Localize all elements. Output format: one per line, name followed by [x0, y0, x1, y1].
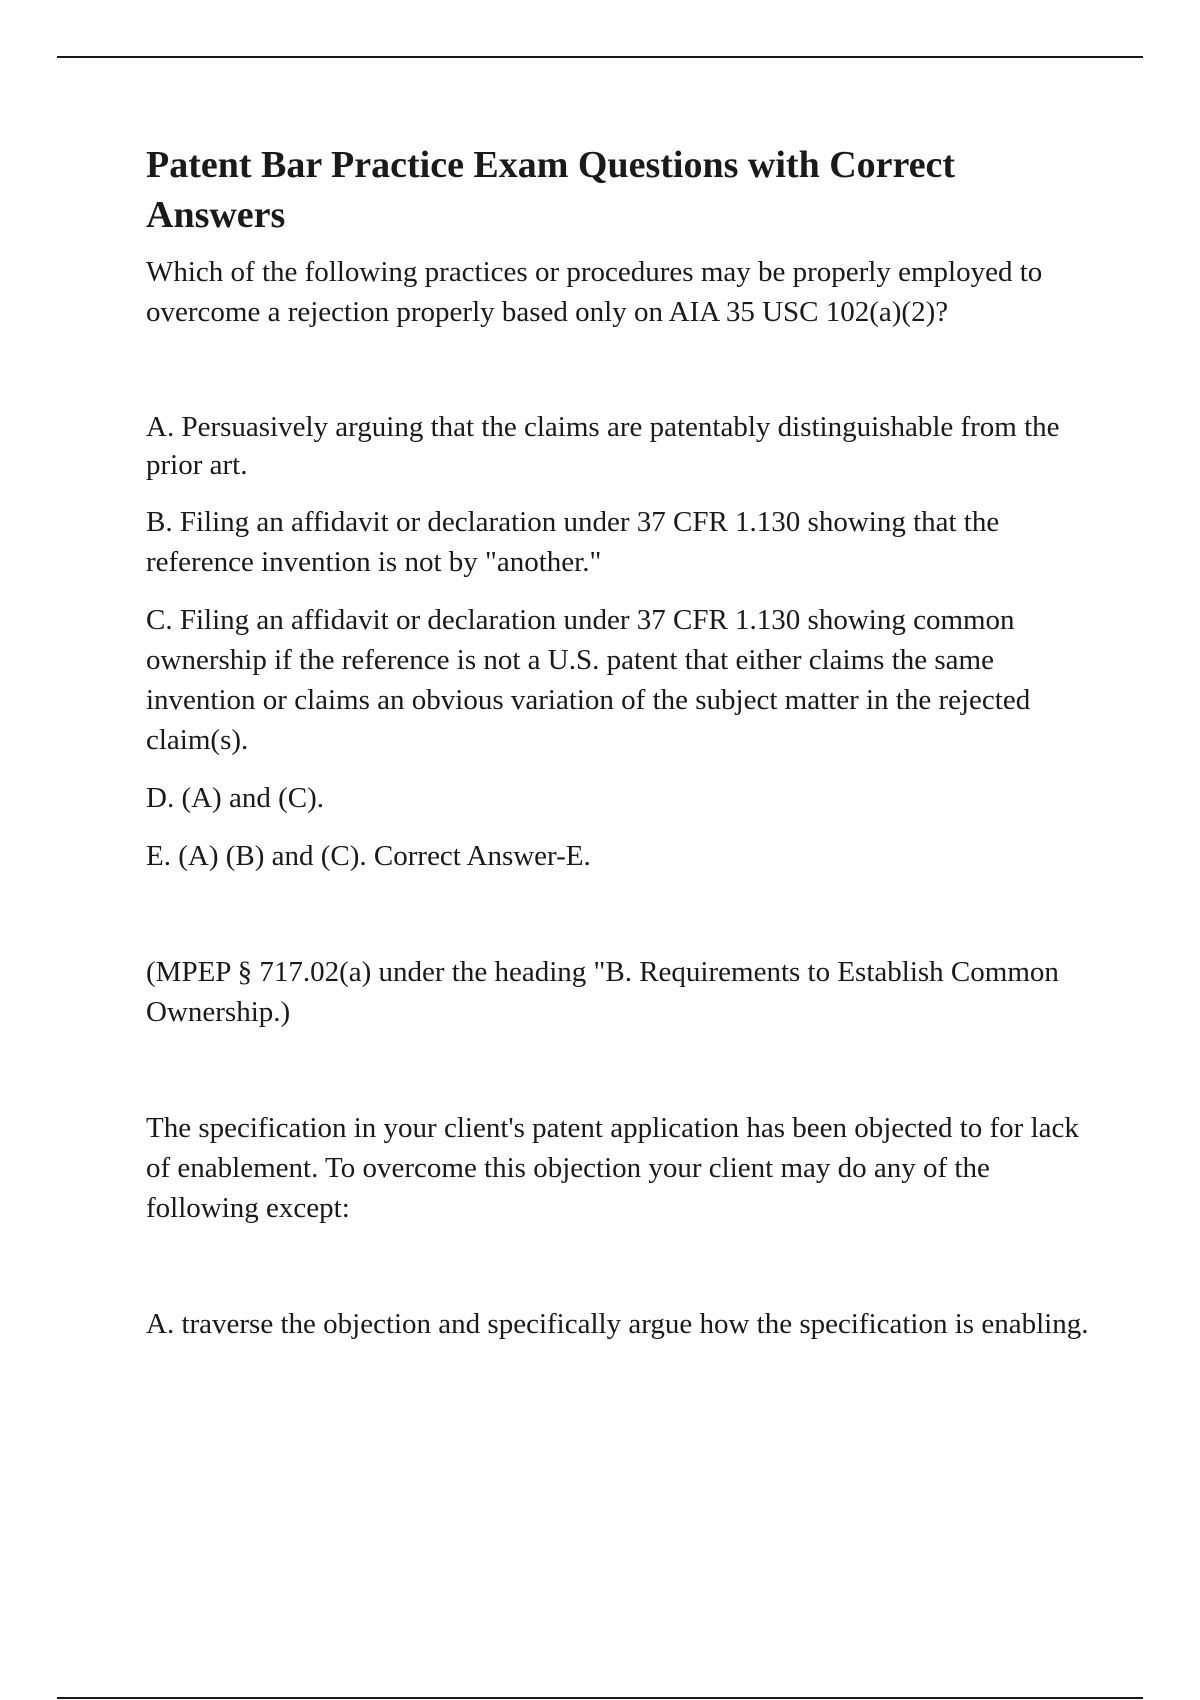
document-title: Patent Bar Practice Exam Questions with Correct Answers [146, 144, 956, 236]
question-2-option-a: A. traverse the objection and specifically argue how the specification is enabling. [146, 1308, 1089, 1340]
question-1-option-c: C. Filing an affidavit or declaration under 37 CFR 1.130 showing common ownership if the reference is not a U.S. patent that either claims the same invention or claims an obvious variation of the subject matter in the rejected claim(s). [146, 604, 1031, 756]
question-1-reference: (MPEP § 717.02(a) under the heading "B. Requirements to Establish Common Ownership.) [146, 956, 1059, 1028]
document-body [146, 140, 1096, 1344]
question-1-option-a: A. Persuasively arguing that the claims are patentably distinguishable from the prior art. [146, 411, 1060, 481]
question-2-text: The specification in your client's patent application has been objected to for lack of enablement. To overcome this objection your client may do any of the following except: [146, 1112, 1079, 1224]
question-1-option-b: B. Filing an affidavit or declaration under 37 CFR 1.130 showing that the reference invention is not by "another." [146, 506, 1000, 578]
question-1-option-e: E. (A) (B) and (C). Correct Answer-E. [146, 840, 591, 872]
top-rule [57, 56, 1143, 58]
question-1-option-d: D. (A) and (C). [146, 782, 324, 814]
question-1-text: Which of the following practices or procedures may be properly employed to overcome a rejection properly based only on AIA 35 USC 102(a)(2)? [146, 256, 1043, 328]
bottom-rule [57, 1697, 1143, 1699]
